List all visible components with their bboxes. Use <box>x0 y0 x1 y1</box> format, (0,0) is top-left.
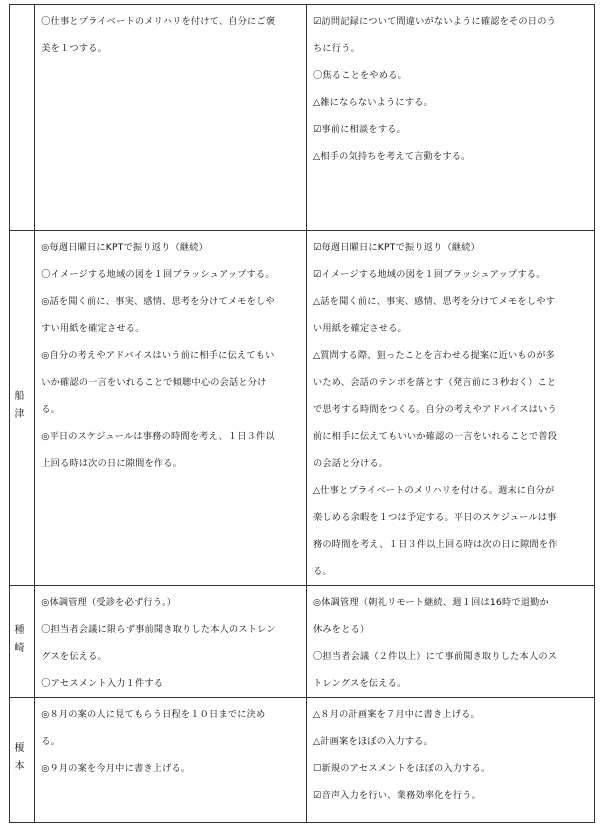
text-line: ◎８月の案の人に見てもらう日程を１０日までに決め <box>41 709 266 720</box>
member-name: 船津 <box>12 390 23 426</box>
text-line: い用紙を確定させる。 <box>313 323 407 334</box>
text-line: 〇担当者会議に限らず事前聞き取りした本人のストレン <box>41 624 276 635</box>
text-line: すい用紙を確定させる。 <box>41 323 145 334</box>
text-line: 〇担当者会議（２件以上）にて事前聞き取りした本人のス <box>313 651 558 662</box>
text-line: 休みをとる） <box>313 624 370 635</box>
text-line: △雑にならないようにする。 <box>313 97 433 108</box>
text-line: いか確認の一言をいれることで傾聴中心の会話と分け <box>41 377 267 388</box>
member-name-cell <box>10 231 35 586</box>
text-line: △質問する際、狙ったことを言わせる提案に近いものが多 <box>313 350 555 361</box>
text-line: ☑事前に相談をする。 <box>313 124 406 135</box>
text-line: △話を聞く前に、事実、感情、思考を分けてメモをしやす <box>313 296 555 307</box>
member-name-cell <box>10 698 35 823</box>
text-line: る。 <box>313 566 332 577</box>
text-line: ◎自分の考えやアドバイスはいう前に相手に伝えてもい <box>41 350 275 361</box>
text-line: ☑音声入力を行い、業務効率化を行う。 <box>313 790 482 801</box>
text-line: ☑イメージする地域の図を１回ブラッシュアップする。 <box>313 269 546 280</box>
col2-cell <box>307 231 595 586</box>
kpt-table <box>9 4 595 823</box>
col1-cell <box>35 698 307 823</box>
text-line: ◎９月の案を今月中に書き上げる。 <box>41 763 191 774</box>
text-line: 楽しめる余暇を１つは予定する。平日のスケジュールは事 <box>313 512 557 523</box>
table-row <box>10 5 595 231</box>
table-row <box>10 698 595 823</box>
text-line: グスを伝える。 <box>41 651 107 662</box>
text-line: △相手の気持ちを考えて言動をする。 <box>313 151 471 162</box>
table-row <box>10 231 595 586</box>
text-line: る。 <box>41 736 61 747</box>
text-line: 〇イメージする地域の図を１回ブラッシュアップする。 <box>41 269 275 280</box>
text-line: ☐新規のアセスメントをほぼの入力する。 <box>313 763 491 774</box>
text-line: いため、会話のテンポを落とす（発言前に３秒おく）こと <box>313 377 557 388</box>
col1-cell <box>35 231 307 586</box>
text-line: ちに行う。 <box>313 43 360 54</box>
col1-cell <box>35 5 307 231</box>
text-line: 〇アセスメント入力１件する <box>41 678 164 689</box>
text-line: ☑毎週日曜日にKPTで振り返り（継続） <box>313 242 481 253</box>
member-name: 榎本 <box>12 742 23 778</box>
text-line: 〇仕事とプライベートのメリハリを付けて、自分にご褒 <box>41 16 276 27</box>
text-line: る。 <box>41 404 61 415</box>
text-line: ◎体調管理（受診を必ず行う。） <box>41 597 177 608</box>
col2-cell <box>307 698 595 823</box>
text-line: トレングスを伝える。 <box>313 678 407 689</box>
text-line: ◎平日のスケジュールは事務の時間を考え、１日３件以 <box>41 431 275 442</box>
text-line: 務の時間を考え、１日３件以上回る時は次の日に隙間を作 <box>313 539 558 550</box>
text-line: △８月の計画案を７月中に書き上げる。 <box>313 709 480 720</box>
table-row <box>10 586 595 698</box>
text-line: △仕事とプライベートのメリハリを付ける。週末に自分が <box>313 485 555 496</box>
col2-cell <box>307 5 595 231</box>
text-line: で思考する時間をつくる。自分の考えやアドバイスはいう <box>313 404 557 415</box>
member-name: 種崎 <box>12 623 23 660</box>
text-line: の会話と分ける。 <box>313 458 389 469</box>
col1-cell <box>35 586 307 698</box>
text-line: △計画案をほぼの入力する。 <box>313 736 433 747</box>
text-line: ◎毎週日曜日にKPTで振り返り（継続） <box>41 242 209 253</box>
col2-cell <box>307 586 595 698</box>
text-line: ☑訪問記録について間違いがないように確認をその日のう <box>313 16 556 27</box>
text-line: ◎話を聞く前に、事実、感情、思考を分けてメモをしや <box>41 296 275 307</box>
text-line: 〇焦ることをやめる。 <box>313 70 407 81</box>
text-line: 美を１つする。 <box>41 43 107 54</box>
member-name-cell <box>10 5 35 231</box>
text-line: 上回る時は次の日に隙間を作る。 <box>41 458 183 469</box>
text-line: 前に相手に伝えてもいいか確認の一言をいれることで普段 <box>313 431 558 442</box>
text-line: ◎体調管理（朝礼リモート継続、週１回は16時で退勤か <box>313 597 549 608</box>
member-name-cell <box>10 586 35 698</box>
